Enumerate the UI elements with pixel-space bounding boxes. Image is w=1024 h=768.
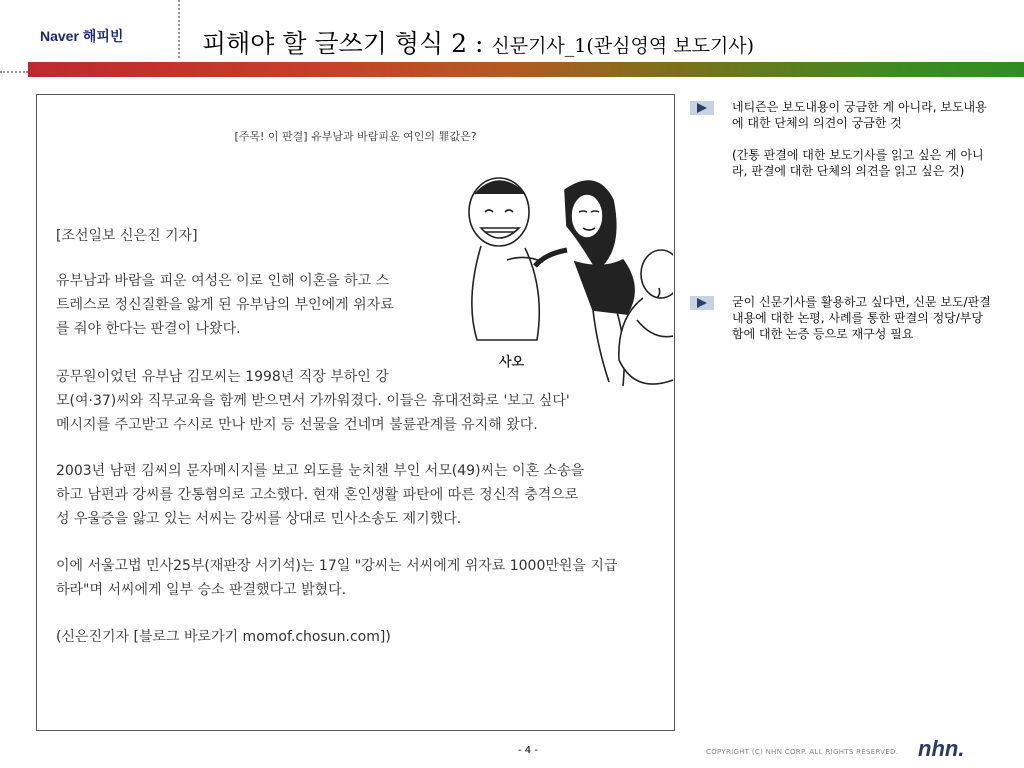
article-paragraph-1: 유부남과 바람을 피운 여성은 이로 인해 이혼을 하고 스 트레스로 정신질환을 앓게 된 유부남의 부인에게 위자료 를 줘야 한다는 판결이 나왔다. — [56, 273, 394, 337]
cartoon-illustration — [447, 150, 673, 400]
article-byline: [조선일보 신은진 기자] — [56, 228, 198, 244]
header-divider-vertical — [178, 0, 180, 58]
page-title — [202, 24, 754, 60]
brand-label: Naver 해피빈 — [40, 28, 124, 44]
page-number: - 4 - — [518, 745, 538, 756]
bullet-arrow-icon — [690, 101, 714, 115]
header-divider-horizontal — [0, 71, 28, 73]
page-title-sub: 신문기사_1(관심영역 보도기사) — [491, 35, 755, 57]
cartoon-signature: 사오 — [499, 355, 525, 370]
article-headline: [주목! 이 판결] 유부남과 바람피운 여인의 罪값은? — [234, 130, 477, 143]
news-article-box — [36, 94, 675, 731]
bullet-point-1-note: (간통 판결에 대한 보도기사를 읽고 싶은 게 아니라, 판결에 대한 단체의 의견을 읽고 싶은 것) — [732, 148, 984, 178]
article-source-line: (신은진기자 [블로그 바로가기 momof.chosun.com]) — [56, 629, 391, 645]
page-title-main: 피해야 할 글쓰기 형식 2 : — [202, 29, 492, 58]
bullet-point-1: 네티즌은 보도내용이 궁금한 게 아니라, 보도내용에 대한 단체의 의견이 궁금한 것 (간통 판결에 대한 보도기사를 읽고 싶은 게 아니라, 판결에 대한 단체의 의견을 읽고 싶은 것) — [732, 100, 987, 178]
bullet-point-2: 굳이 신문기사를 활용하고 싶다면, 신문 보도/판결내용에 대한 논평, 사례를 통한 판결의 정당/부당함에 대한 논증 등으로 재구성 필요 — [732, 295, 991, 341]
nhn-logo: nhn. — [918, 736, 965, 761]
bullet-arrow-icon — [690, 296, 714, 310]
article-paragraph-2: 공무원이었던 유부남 김모씨는 1998년 직장 부하인 강 모(여·37)씨와 직무교육을 함께 받으면서 가까워졌다. 이들은 휴대전화로 '보고 싶다' 메시지를 주고받고 수시로 만나 반지 등 선물을 건네며 불륜관계를 유지해 왔다. — [56, 369, 570, 433]
article-paragraph-3: 2003년 남편 김씨의 문자메시지를 보고 외도를 눈치챈 부인 서모(49)씨는 이혼 소송을 하고 남편과 강씨를 간통혐의로 고소했다. 현재 혼인생활 파탄에 따른 정신적 충격으로 성 우울증을 앓고 있는 서씨는 강씨를 상대로 민사소송도 제기했다. — [56, 463, 585, 527]
copyright-notice: COPYRIGHT (C) NHN CORP. ALL RIGHTS RESERVED. — [706, 748, 899, 756]
header-color-bar — [28, 62, 1024, 77]
article-paragraph-4: 이에 서울고법 민사25부(재판장 서기석)는 17일 "강씨는 서씨에게 위자료 1000만원을 지급 하라"며 서씨에게 일부 승소 판결했다고 밝혔다. — [56, 558, 618, 598]
